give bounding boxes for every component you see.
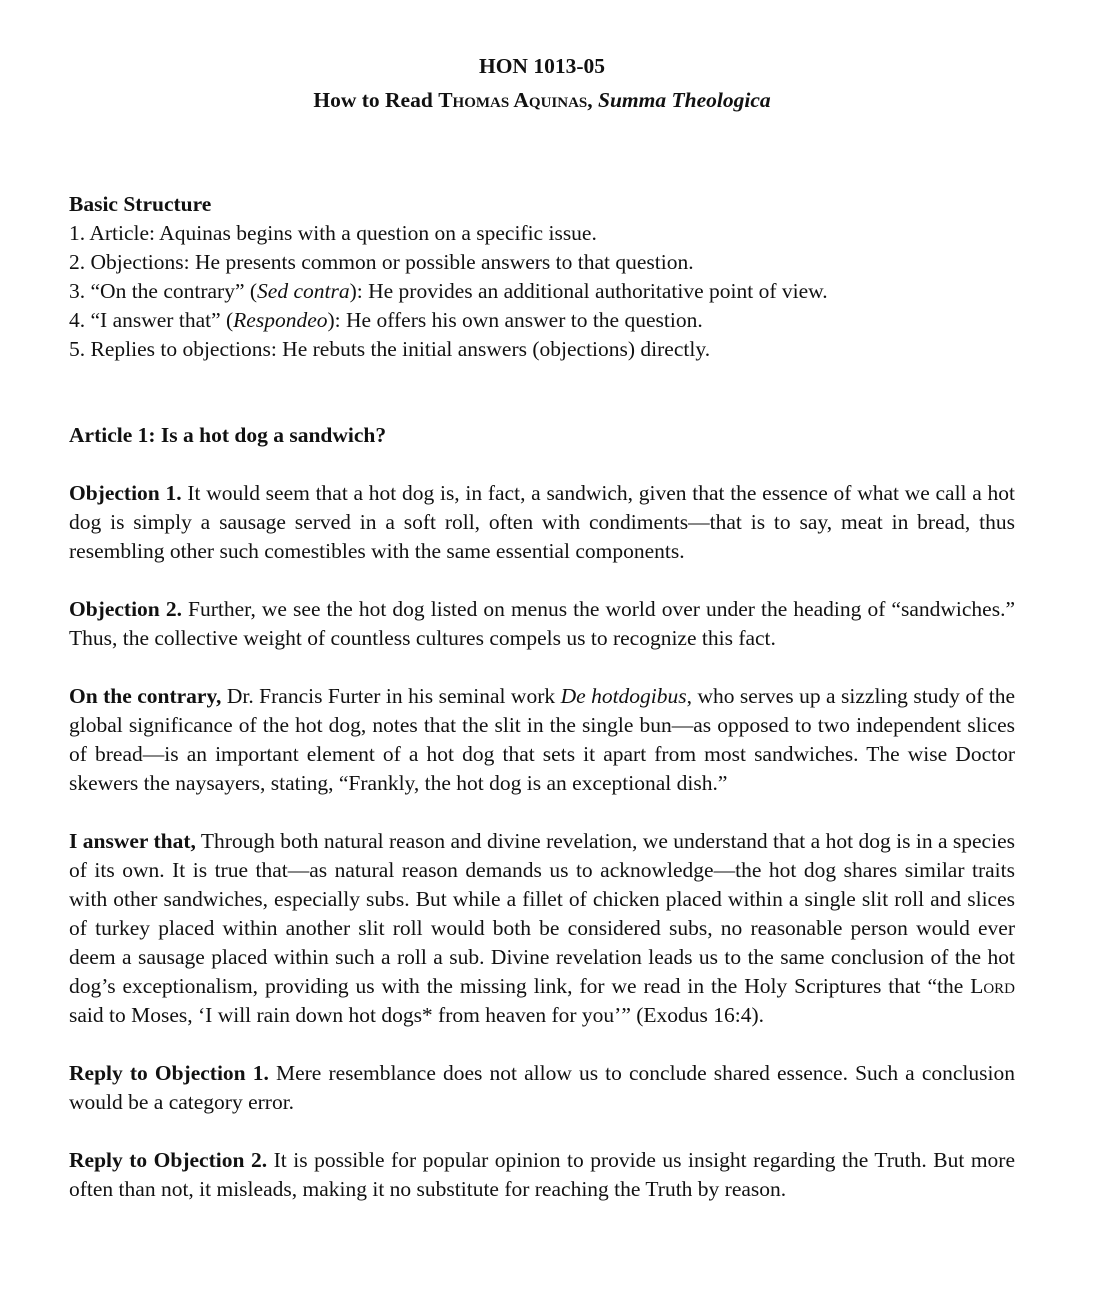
structure-item bbox=[69, 306, 1015, 335]
structure-item-text: 2. Objections: He presents common or possible answers to that question. bbox=[69, 250, 694, 274]
structure-item-text: ): He provides an additional authoritative point of view. bbox=[349, 279, 828, 303]
objection-2-text: Further, we see the hot dog listed on menus the world over under the heading of “sandwiches.” Thus, the collective weight of countless cultures compels us to recognize this fact. bbox=[69, 597, 1015, 650]
subtitle-separator: , bbox=[587, 88, 599, 112]
structure-item-latin: Respondeo bbox=[233, 308, 328, 332]
structure-item-text: 4. “I answer that” ( bbox=[69, 308, 234, 332]
answer-text-b: said to Moses, ‘I will rain down hot dogs* from heaven for you’” (Exodus 16:4). bbox=[69, 1003, 765, 1027]
course-code: HON 1013-05 bbox=[478, 54, 605, 78]
contrary-work-title: De hotdogibus bbox=[560, 684, 687, 708]
subtitle-prefix: How to Read bbox=[313, 88, 439, 112]
answer-text-a: Through both natural reason and divine revelation, we understand that a hot dog is in a species of its own. It is true that—as natural reason demands us to acknowledge—the hot dog shares similar traits with other sandwiches, especially subs. But while a fillet of chicken placed within a single slit roll and slices of turkey placed within another slit roll would both be considered subs, no reasonable person would ever deem a sausage placed within such a roll a sub. Divine revelation leads us to the same conclusion of the hot dog’s exceptionalism, providing us with the missing link, for we read in the Holy Scriptures that “the bbox=[69, 829, 1015, 998]
objection-2-label: Objection 2. bbox=[69, 597, 182, 621]
reply-1-paragraph bbox=[69, 1059, 1015, 1117]
structure-list bbox=[69, 219, 1015, 364]
basic-structure-heading: Basic Structure bbox=[69, 192, 212, 216]
basic-structure-section bbox=[69, 190, 1015, 364]
reply-1-label: Reply to Objection 1. bbox=[69, 1061, 269, 1085]
structure-item bbox=[69, 219, 1015, 248]
answer-label: I answer that, bbox=[69, 829, 196, 853]
subtitle-author: Thomas Aquinas bbox=[438, 88, 588, 112]
structure-item-latin: Sed contra bbox=[257, 279, 350, 303]
document-page bbox=[69, 52, 1015, 1204]
contrary-text-a: Dr. Francis Furter in his seminal work bbox=[221, 684, 561, 708]
reply-2-paragraph bbox=[69, 1146, 1015, 1204]
structure-item-text: 3. “On the contrary” ( bbox=[69, 279, 258, 303]
reply-2-text: It is possible for popular opinion to provide us insight regarding the Truth. But more often than not, it misleads, making it no substitute for reaching the Truth by reason. bbox=[69, 1148, 1015, 1201]
structure-item bbox=[69, 335, 1015, 364]
contrary-label: On the contrary, bbox=[69, 684, 222, 708]
structure-item-text: 1. Article: Aquinas begins with a question on a specific issue. bbox=[69, 221, 597, 245]
contrary-text-b: , who serves up a sizzling study of the global significance of the hot dog, notes that the slit in the single bun—as opposed to two independent slices of bread—is an important element of a hot dog that sets it apart from most sandwiches. The wise Doctor skewers the naysayers, stating, “Frankly, the hot dog is an exceptional dish.” bbox=[69, 684, 1015, 795]
reply-2-label: Reply to Objection 2. bbox=[69, 1148, 268, 1172]
objection-2-paragraph bbox=[69, 595, 1015, 653]
objection-1-paragraph bbox=[69, 479, 1015, 566]
answer-paragraph bbox=[69, 827, 1015, 1030]
document-header bbox=[69, 52, 1015, 115]
answer-lord: Lord bbox=[970, 974, 1015, 998]
objection-1-text: It would seem that a hot dog is, in fact, a sandwich, given that the essence of what we call a hot dog is simply a sausage served in a soft roll, often with condiments—that is to say, meat in bread, thus resembling other such comestibles with the same essential components. bbox=[69, 481, 1015, 563]
structure-item-text: 5. Replies to objections: He rebuts the initial answers (objections) directly. bbox=[69, 337, 711, 361]
structure-item bbox=[69, 277, 1015, 306]
reply-1-text: Mere resemblance does not allow us to conclude shared essence. Such a conclusion would be a category error. bbox=[69, 1061, 1015, 1114]
structure-item bbox=[69, 248, 1015, 277]
structure-item-text: ): He offers his own answer to the question. bbox=[327, 308, 703, 332]
article-title: Article 1: Is a hot dog a sandwich? bbox=[69, 423, 387, 447]
document-subtitle bbox=[69, 86, 1015, 115]
subtitle-work: Summa Theologica bbox=[598, 88, 771, 112]
objection-1-label: Objection 1. bbox=[69, 481, 182, 505]
contrary-paragraph bbox=[69, 682, 1015, 798]
